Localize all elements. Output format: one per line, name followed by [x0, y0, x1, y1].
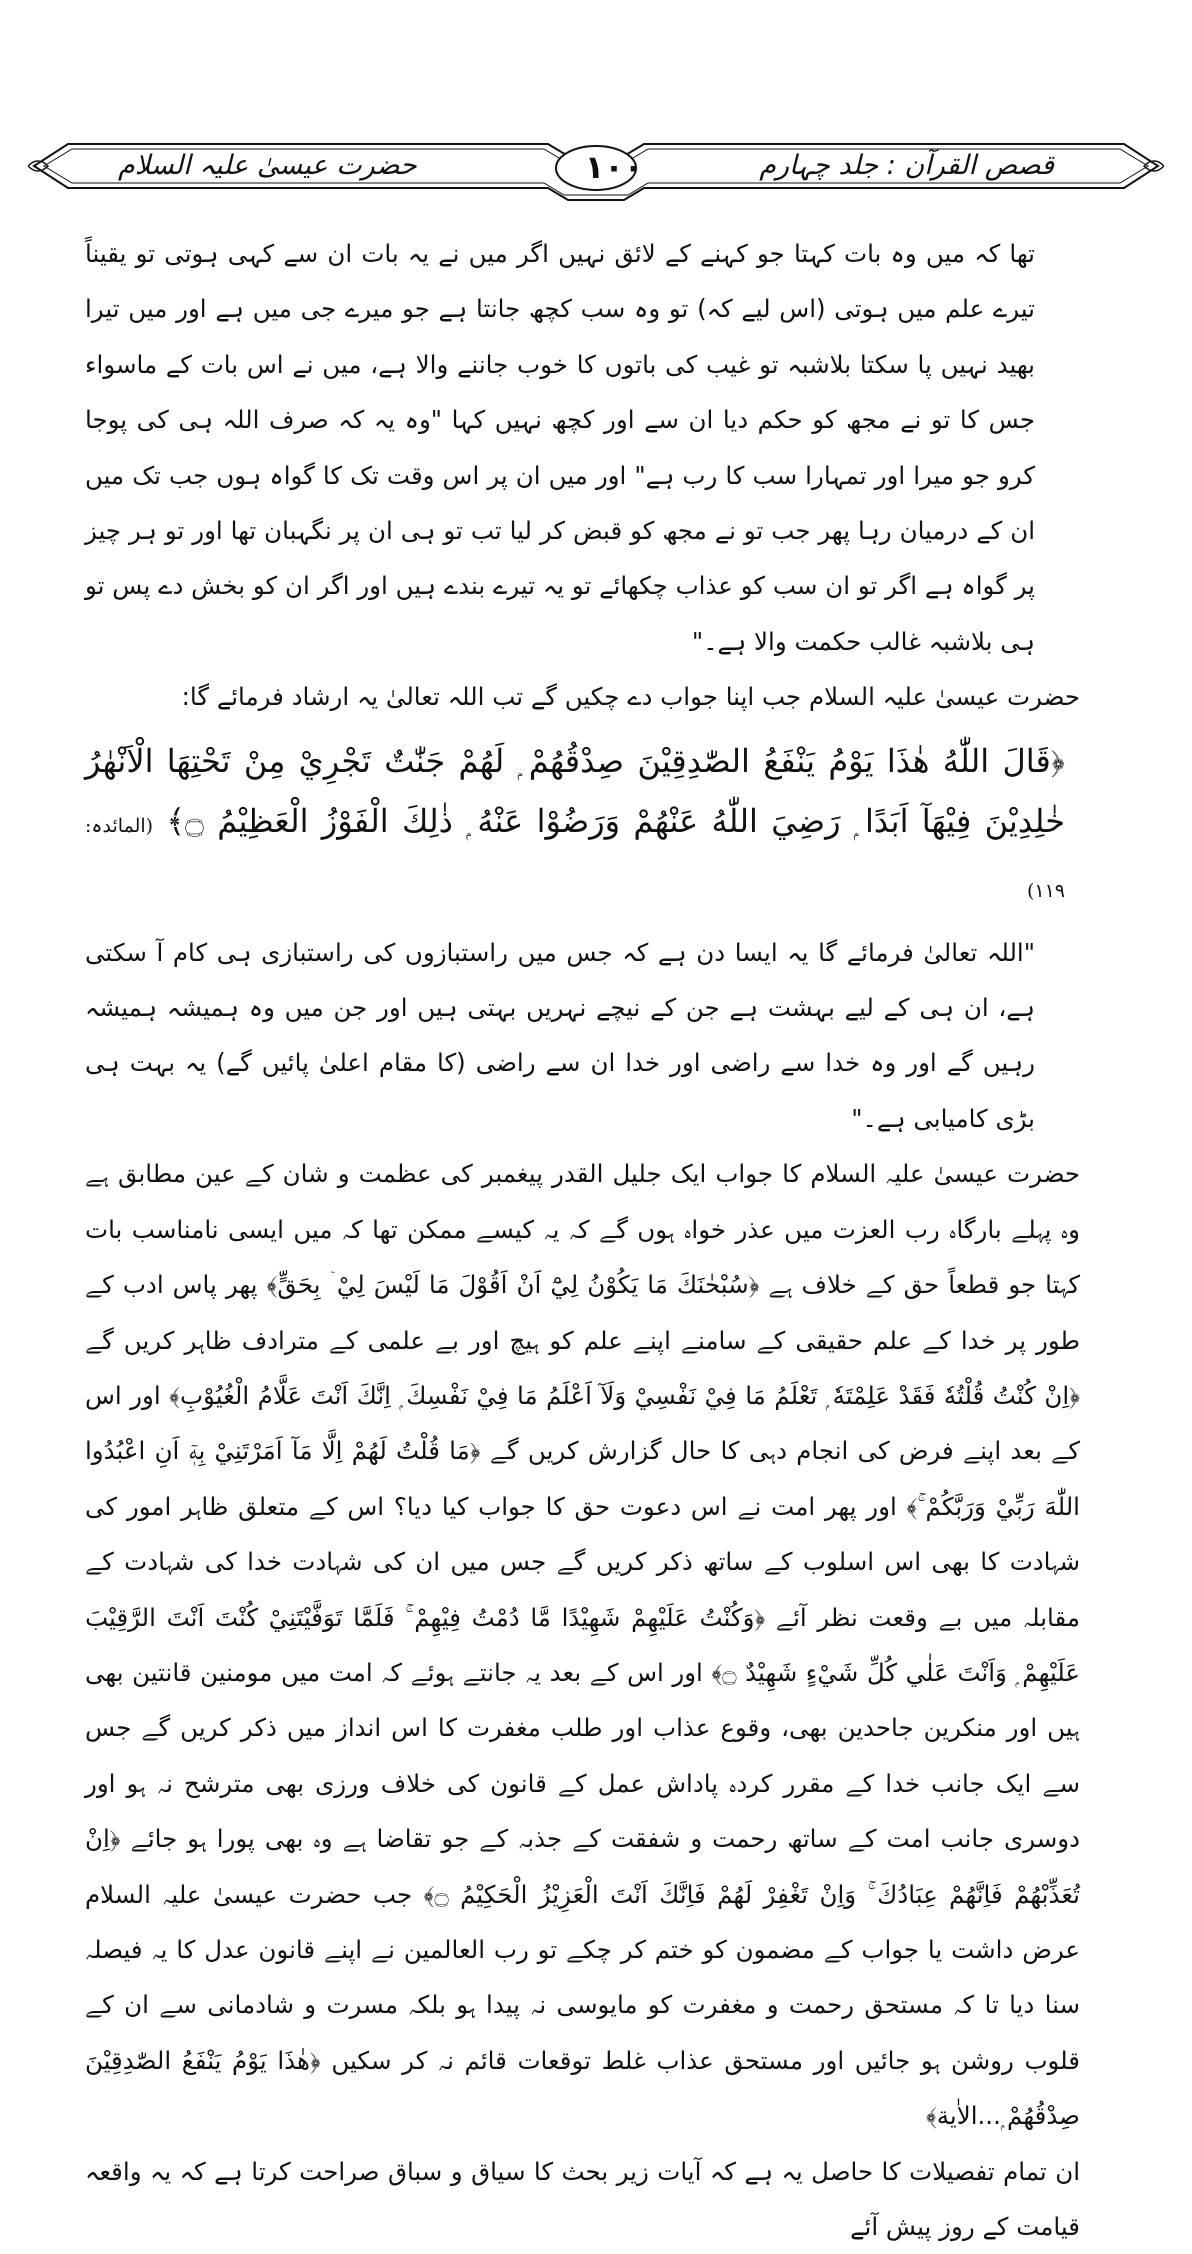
page-body — [85, 226, 1081, 2254]
paragraph-summary: ان تمام تفصیلات کا حاصل یہ ہے کہ آیات زیر بحث کا سیاق و سباق صراحت کرتا ہے کہ یہ واقعہ قیامت کے روز پیش آئے — [85, 2156, 1080, 2241]
verse-reference: (المائدہ: ١١٩) — [85, 814, 1065, 902]
page-header — [28, 140, 1164, 210]
book-title: قصص القرآن : جلد چہارم — [759, 150, 1054, 181]
chapter-title: حضرت عیسیٰ علیہ السلام — [118, 150, 417, 181]
quran-verse-text: ﴿قَالَ اللّٰهُ هٰذَا يَوْمُ يَنْفَعُ الصّٰدِقِيْنَ صِدْقُهُمْ ۭ لَهُمْ جَنّٰتٌ تَجْرِيْ مِنْ تَحْتِهَا الْاَنْهٰرُ خٰلِدِيْنَ فِيْهَآ اَبَدًا ۭ رَضِيَ اللّٰهُ عَنْهُمْ وَرَضُوْا عَنْهُ ۭ ذٰلِكَ الْفَوْزُ الْعَظِيْمُ ۝﴾ — [85, 741, 1066, 840]
page-number: ١٠٠ — [584, 148, 644, 186]
quran-verse-block — [85, 731, 1065, 921]
paragraph-intro-verse: حضرت عیسیٰ علیہ السلام جب اپنا جواب دے چکیں گے تب اللہ تعالیٰ یہ ارشاد فرمائے گا: — [181, 682, 1080, 712]
paragraph-verse-translation: "اللہ تعالیٰ فرمائے گا یہ ایسا دن ہے کہ جس میں راستبازوں کی راستبازی ہی کام آ سکتی ہے، ان ہی کے لیے بہشت ہے جن کے نیچے نہریں بہتی ہیں اور جن میں وہ ہمیشہ ہمیشہ رہیں گے اور وہ خدا سے راضی اور خدا ان سے راضی (کا مقام اعلیٰ پائیں گے) یہ بہت ہی بڑی کامیابی ہے۔" — [85, 937, 1035, 1133]
paragraph-translation-end: تھا کہ میں وہ بات کہتا جو کہنے کے لائق نہیں اگر میں نے یہ بات ان سے کہی ہوتی تو یقیناً تیرے علم میں ہوتی (اس لیے کہ) تو وہ سب کچھ جانتا ہے جو میرے جی میں ہے اور میں تیرا بھید نہیں پا سکتا بلاشبہ تو غیب کی باتوں کا خوب جاننے والا ہے، میں نے اس بات کے ماسواء جس کا تو نے مجھ کو حکم دیا ان سے اور کچھ نہیں کہا "وہ یہ کہ صرف اللہ ہی کی پوجا کرو جو میرا اور تمہارا سب کا رب ہے" اور میں ان پر اس وقت تک کا گواہ ہوں جب تک میں ان کے درمیان رہا پھر جب تو نے مجھ کو قبض کر لیا تب تو ہی ان پر نگہبان تھا اور تو ہر چیز پر گواہ ہے اگر تو ان سب کو عذاب چکھائے تو یہ تیرے بندے ہیں اور اگر ان کو بخش دے پس تو ہی بلاشبہ غالب حکمت والا ہے۔" — [85, 239, 1035, 656]
paragraph-commentary: حضرت عیسیٰ علیہ السلام کا جواب ایک جلیل القدر پیغمبر کی عظمت و شان کے عین مطابق ہے وہ پہلے بارگاہ رب العزت میں عذر خواہ ہوں گے کہ یہ کیسے ممکن تھا کہ میں ایسی نامناسب بات کہتا جو قطعاً حق کے خلاف ہے ﴿سُبْحٰنَكَ مَا يَكُوْنُ لِيْٓ اَنْ اَقُوْلَ مَا لَيْسَ لِيْ ۤ بِحَقٍّ﴾ پھر پاس ادب کے طور پر خدا کے علم حقیقی کے سامنے اپنے علم کو ہیچ اور بے علمی کے مترادف ظاہر کریں گے ﴿اِنْ كُنْتُ قُلْتُهٗ فَقَدْ عَلِمْتَهٗ ۭ تَعْلَمُ مَا فِيْ نَفْسِيْ وَلَآ اَعْلَمُ مَا فِيْ نَفْسِكَ ۭ اِنَّكَ اَنْتَ عَلَّامُ الْغُيُوْبِ﴾ اور اس کے بعد اپنے فرض کی انجام دہی کا حال گزارش کریں گے ﴿مَا قُلْتُ لَهُمْ اِلَّا مَآ اَمَرْتَنِيْ بِهٖٓ اَنِ اعْبُدُوا اللّٰهَ رَبِّيْ وَرَبَّكُمْ ۚ﴾ اور پھر امت نے اس دعوت حق کا جواب کیا دیا؟ اس کے متعلق ظاہر امور کی شہادت کا بھی اس اسلوب کے ساتھ ذکر کریں گے جس میں ان کی شہادت خدا کی شہادت کے مقابلہ میں بے وقعت نظر آئے ﴿وَكُنْتُ عَلَيْهِمْ شَهِيْدًا مَّا دُمْتُ فِيْهِمْ ۚ فَلَمَّا تَوَفَّيْتَنِيْ كُنْتَ اَنْتَ الرَّقِيْبَ عَلَيْهِمْ ۭ وَاَنْتَ عَلٰي كُلِّ شَيْءٍ شَهِيْدٌ ۝﴾ اور اس کے بعد یہ جانتے ہوئے کہ امت میں مومنین قانتین بھی ہیں اور منکرین جاحدین بھی، وقوع عذاب اور طلب مغفرت کا اس انداز میں ذکر کریں گے جس سے ایک جانب خدا کے مقرر کردہ پاداش عمل کے قانون کی خلاف ورزی بھی مترشح نہ ہو اور دوسری جانب امت کے ساتھ رحمت و شفقت کے جذبہ کے جو تقاضا ہے وہ بھی پورا ہو جائے ﴿اِنْ تُعَذِّبْهُمْ فَاِنَّهُمْ عِبَادُكَ ۚ وَاِنْ تَغْفِرْ لَهُمْ فَاِنَّكَ اَنْتَ الْعَزِيْزُ الْحَكِيْمُ ۝﴾ جب حضرت عیسیٰ علیہ السلام عرض داشت یا جواب کے مضمون کو ختم کر چکے تو رب العالمین نے اپنے قانون عدل کا یہ فیصلہ سنا دیا تا کہ مستحق رحمت و مغفرت کو مایوسی نہ پیدا ہو بلکہ مسرت و شادمانی سے ان کے قلوب روشن ہو جائیں اور مستحق عذاب غلط توقعات قائم نہ کر سکیں ﴿هٰذَا يَوْمُ يَنْفَعُ الصّٰدِقِيْنَ صِدْقُهُمْ ۭ...الاٰية﴾ — [85, 1159, 1081, 2131]
